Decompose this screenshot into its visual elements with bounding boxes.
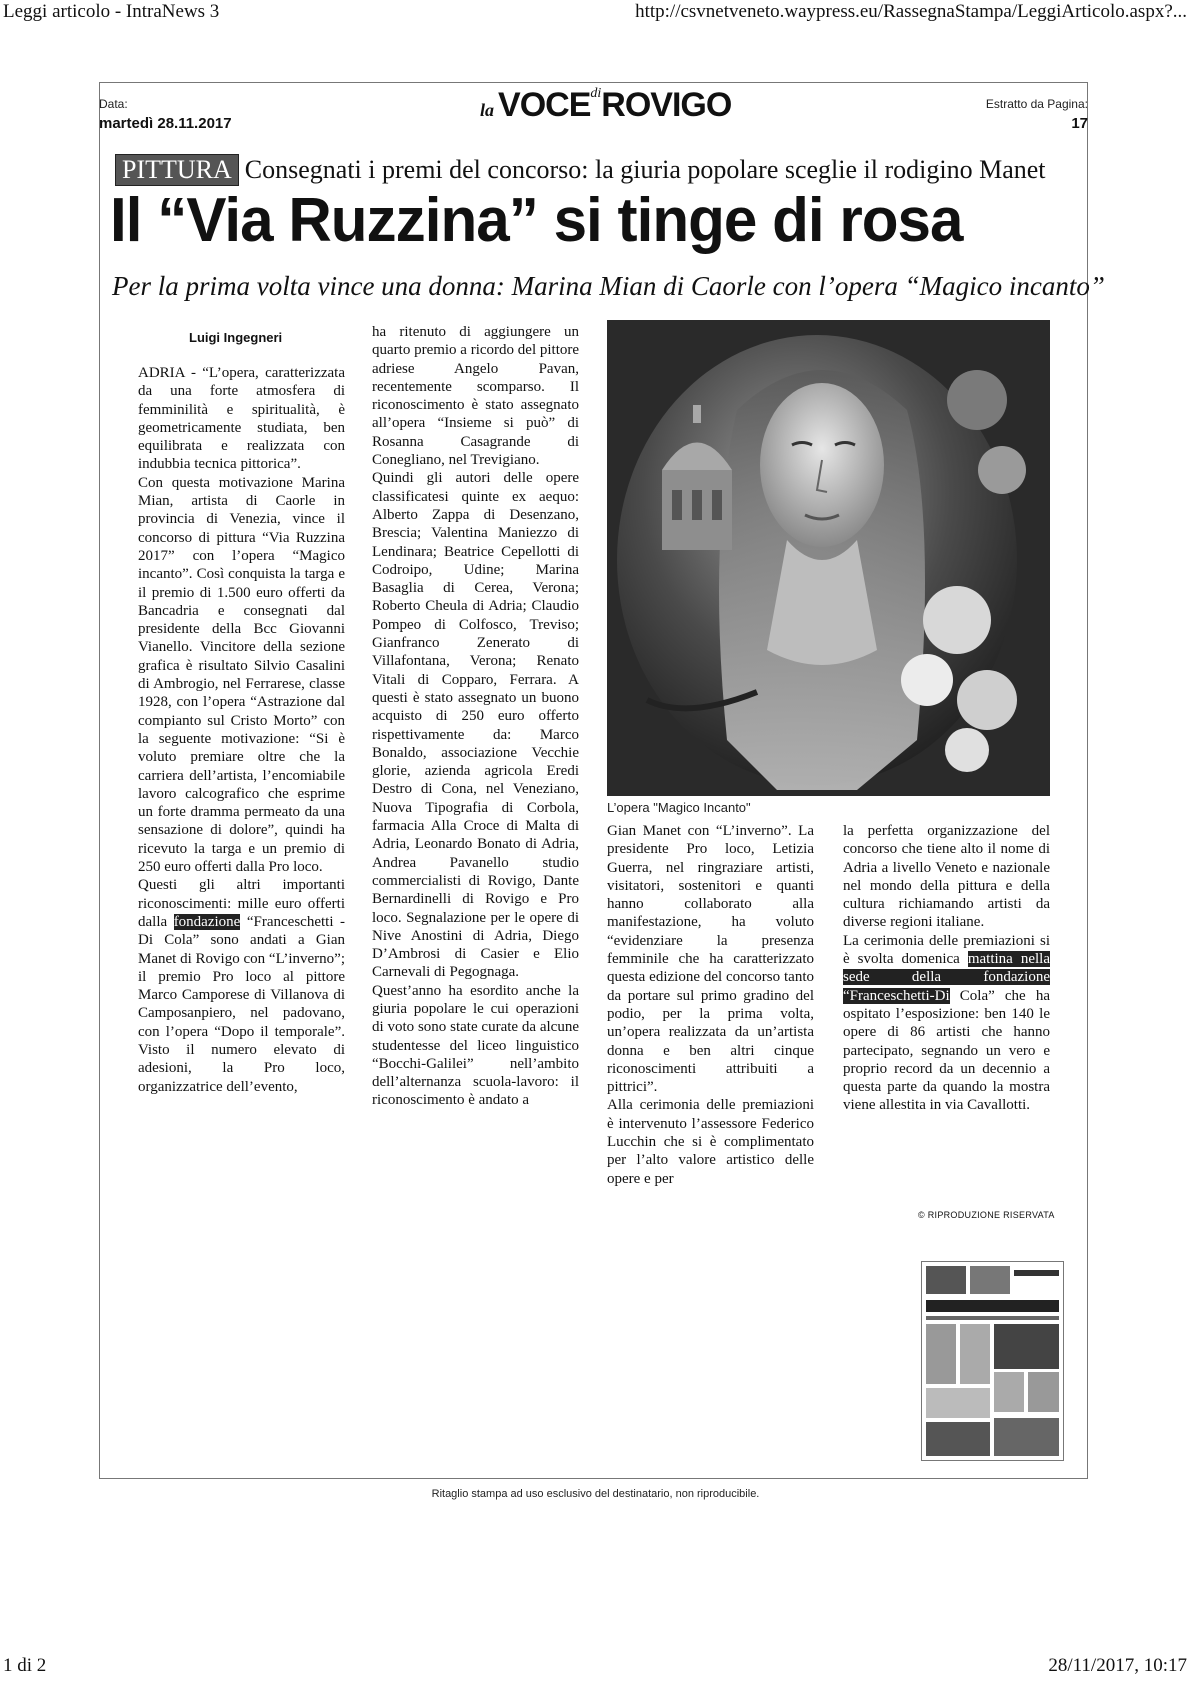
paragraph: ha ritenuto di aggiungere un quarto premio a ricordo del pittore adriese Angelo Pavan, recentemente scomparso. Il riconoscimento è stato assegnato all’opera “Insieme si può” di Rosanna Casagrande di Conegliano, nel Trevigiano. [372, 324, 580, 469]
clipping-page [986, 97, 1088, 132]
paragraph: Con questa motivazione Marina Mian, artista di Caorle in provincia di Venezia, vince il concorso di pittura “Via Ruzzina 2017” con l’opera “Magico incanto”. Così conquista la targa e il premio di 1.500 euro offerti da Bancadria e consegnati dal presidente della Bcc Giovanni Vianello. Vincitore della sezione grafica è risultato Silvio Casalini di Ambrogio, nel Ferrarese, classe 1928, con l’opera “Astrazione dal compianto sul Cristo Morto” con la seguente motivazione: “Si è voluto premiare oltre che la carriera dell’artista, l’encomiabile lavoro calcografico che esprime un forte dramma permeato da una sensazione di dolore”, quindi ha ricevuto la targa e un premio di 250 euro offerti dalla Pro loco. [138, 474, 345, 876]
paragraph: Quindi gli autori delle opere classificatesi quinte ex aequo: Alberto Zappa di Desenzano, Brescia; Valentina Maniezzo di Lendinara; Beatrice Cepellotti di Codroipo, Udine; Marina Basaglia di Cerea, Verona; Roberto Cheula di Adria; Claudio Pompeo di Colfosco, Treviso; Gianfranco Zenerato di Villafontana, Verona; Renato Vitali di Copparo, Ferrara. A questi è stato assegnato un buono acquisto di 250 euro offerto rispettivamente da: Marco Bonaldo, associazione Vecchie glorie, azienda agricola Eredi Destro di Cona, nel Veneziano, Nuova Tipografia di Corbola, farmacia Alla Croce di Malta di Adria, Leonardo Bonato di Adria, Andrea Pavanello studio commercialisti di Rovigo, Dante Bernardinelli di Rovigo e Pro loco. Segnalazione per le opere di Nive Anostini di Adria, Diego D’Ambrosi di Casier e Elio Carnevali di Pegognaga. [372, 470, 579, 981]
clipping-date [99, 97, 232, 132]
masthead-voce: VOCE [498, 86, 591, 124]
article-column-1 [138, 364, 345, 1096]
browser-page-title: Leggi articolo - IntraNews 3 [3, 1, 220, 22]
browser-url[interactable]: http://csvnetveneto.waypress.eu/RassegnaStampa/LeggiArticolo.aspx?... [635, 1, 1187, 22]
page-thumbnail [921, 1261, 1064, 1461]
masthead-la: la [480, 100, 495, 120]
article-kicker [115, 155, 1046, 185]
paragraph: Gian Manet con “L’inverno”. La presidente Pro loco, Letizia Guerra, nel ringraziare artisti, visitatori, sostenitori e quanti hanno collaborato alla manifestazione, ha voluto “evidenziare la presenza femminile che ha caratterizzato questa edizione del concorso tanto da portare sul primo gradino del podio, per la prima volta, un’opera realizzata da un’artista donna e ben altri cinque riconoscimenti attribuiti a pittrici”. [607, 823, 814, 1096]
newspaper-masthead [480, 86, 732, 130]
masthead-rovigo: ROVIGO [601, 86, 732, 124]
paragraph-text: “Franceschetti - Di Cola” sono andati a Gian Manet di Rovigo con “L’inverno”; il premio Pro loco al pittore Marco Camporese di Villanova di Camposanpiero, nel padovano, con l’opera “Dopo il temporale”. Visto il numero elevato di adesioni, la Pro loco, organizzatrice dell’evento, [138, 913, 346, 1095]
paragraph-text: La cerimonia delle premiazioni si è svolta domenica [843, 932, 1050, 968]
print-timestamp: 28/11/2017, 10:17 [1048, 1655, 1187, 1676]
article-column-2 [372, 323, 579, 1110]
article-column-3 [607, 822, 814, 1188]
article-photo [607, 320, 1050, 796]
page-indicator: 1 di 2 [3, 1655, 47, 1676]
article-subhead: Per la prima volta vince una donna: Marina Mian di Caorle con l’opera “Magico incanto” [112, 271, 1105, 301]
paragraph: Quest’anno ha esordito anche la giuria popolare le cui operazioni di voto sono state curate da alcune studentesse del liceo linguistico “Bocchi-Galilei” nell’ambito dell’alternanza scuola-lavoro: il riconoscimento è andato a [372, 982, 579, 1109]
paragraph-text: Cola” che ha ospitato l’esposizione: ben 140 le opere di 86 artisti che hanno partecipato, segnando un vero e proprio record da un decennio a questa parte da quando la mostra viene allestita in via Cavallotti. [843, 987, 1050, 1114]
page-thumbnail-preview [922, 1262, 1063, 1460]
rights-notice: © RIPRODUZIONE RISERVATA [918, 1210, 1055, 1220]
paragraph: ADRIA - “L’opera, caratterizzata da una forte atmosfera di femminilità e spiritualità, è geometricamente studiata, ben equilibrata e realizzata con indubbia tecnica pittorica”. [138, 365, 345, 473]
article-headline: Il “Via Ruzzina” si tinge di rosa [110, 186, 963, 255]
kicker-text: Consegnati i premi del concorso: la giuria popolare sceglie il rodigino Manet [244, 155, 1046, 184]
article-column-4 [843, 822, 1050, 1115]
highlighted-term: mattina nella sede della fondazione “Franceschetti-Di [843, 951, 1050, 1004]
clipping-footer-note: Ritaglio stampa ad uso esclusivo del destinatario, non riproducibile. [431, 1488, 760, 1500]
photo-caption: L’opera "Magico Incanto" [607, 800, 751, 815]
page-label: Estratto da Pagina: [985, 97, 1088, 111]
paragraph: la perfetta organizzazione del concorso che tiene alto il nome di Adria a livello Veneto e nazionale nel mondo della pittura e della cultura richiamando artisti da diverse regioni italiane. [843, 823, 1050, 931]
highlighted-term: fondazione [173, 913, 241, 930]
masthead-di: di [590, 86, 602, 101]
date-label: Data: [99, 97, 128, 111]
page-value: 17 [1071, 115, 1088, 132]
paragraph: Alla cerimonia delle premiazioni è intervenuto l’assessore Federico Lucchin che si è complimentato per l’alto valore artistico delle opere e per [607, 1097, 814, 1187]
painting-illustration [607, 320, 1050, 796]
date-value: martedì 28.11.2017 [99, 115, 232, 132]
kicker-tag: PITTURA [115, 154, 239, 186]
paragraph [843, 932, 1050, 1115]
article-byline: Luigi Ingegneri [189, 330, 283, 345]
paragraph-text: Questi gli altri importanti riconoscimenti: mille euro offerti dalla [138, 877, 345, 930]
paragraph [138, 876, 345, 1096]
